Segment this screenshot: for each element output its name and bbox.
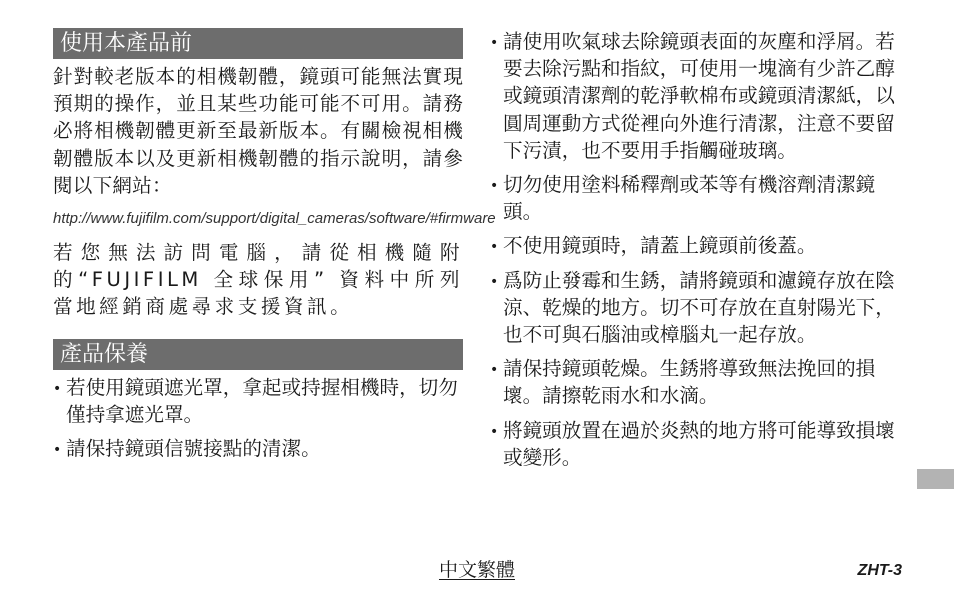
care-bullet-text: 切勿使用塗料稀釋劑或苯等有機溶劑清潔鏡頭。 <box>503 173 876 224</box>
left-column <box>53 28 496 469</box>
care-bullet-item <box>490 28 902 164</box>
bullet-dot-icon: • <box>490 178 499 195</box>
bullet-dot-icon: • <box>490 423 499 440</box>
care-bullet-text: 若使用鏡頭遮光罩，拿起或持握相機時，切勿僅持拿遮光罩。 <box>66 375 458 426</box>
care-bullet-item <box>490 267 902 349</box>
care-bullet-item <box>53 374 463 428</box>
section-product-care <box>53 339 463 463</box>
care-bullet-list-right <box>490 28 902 471</box>
language-side-tab <box>917 469 954 489</box>
care-bullet-item <box>490 417 902 471</box>
care-bullet-item <box>490 171 902 225</box>
care-bullet-item <box>53 435 463 462</box>
bullet-dot-icon: • <box>490 35 499 51</box>
care-bullet-item <box>490 355 902 409</box>
bullet-dot-icon: • <box>490 362 499 379</box>
care-bullet-text: 請使用吹氣球去除鏡頭表面的灰塵和浮屑。若要去除污點和指紋，可使用一塊滴有少許乙醇或鏡頭清潔劑的乾淨軟棉布或鏡頭清潔紙，以圓周運動方式從裡向外進行清潔，注意不要留下污漬，也不要用手指觸碰玻璃。 <box>503 30 895 162</box>
bullet-dot-icon: • <box>490 239 499 256</box>
firmware-url[interactable]: http://www.fujifilm.com/support/digital_cameras/software/#firmware <box>53 210 496 228</box>
care-bullet-text: 請保持鏡頭信號接點的清潔。 <box>66 437 321 461</box>
care-bullet-list-left <box>53 374 463 463</box>
section-title-product-care: 產品保養 <box>53 339 463 370</box>
bullet-dot-icon: • <box>53 380 62 397</box>
care-bullet-text: 將鏡頭放置在過於炎熱的地方將可能導致損壞或變形。 <box>503 418 895 469</box>
firmware-paragraph: 針對較老版本的相機韌體，鏡頭可能無法實現預期的操作，並且某些功能可能不可用。請務必將相機韌體更新至最新版本。有關檢視相機韌體版本以及更新相機韌體的指示說明，請參閱以下網站： <box>53 65 463 197</box>
care-bullet-text: 不使用鏡頭時，請蓋上鏡頭前後蓋。 <box>503 234 817 258</box>
bullet-dot-icon: • <box>53 442 62 459</box>
page-number: ZHT-3 <box>857 562 902 579</box>
footer-language <box>0 557 954 583</box>
care-bullet-text: 爲防止發霉和生銹，請將鏡頭和濾鏡存放在陰涼、乾燥的地方。切不可存放在直射陽光下，也不可與石腦油或樟腦丸一起存放。 <box>503 268 895 347</box>
right-column <box>490 28 902 478</box>
section-before-use <box>53 28 496 321</box>
footer-language-label: 中文繁體 <box>438 559 515 581</box>
bullet-dot-icon: • <box>490 273 499 290</box>
care-bullet-text: 請保持鏡頭乾燥。生銹將導致無法挽回的損壞。請擦乾雨水和水滴。 <box>503 357 876 408</box>
section-title-before-use: 使用本產品前 <box>53 28 463 59</box>
support-paragraph: 若您無法訪問電腦，請從相機隨附的“FUJIFILM 全球保用” 資料中所列當地經銷商處尋求支援資訊。 <box>53 241 463 319</box>
care-bullet-item <box>490 232 902 259</box>
